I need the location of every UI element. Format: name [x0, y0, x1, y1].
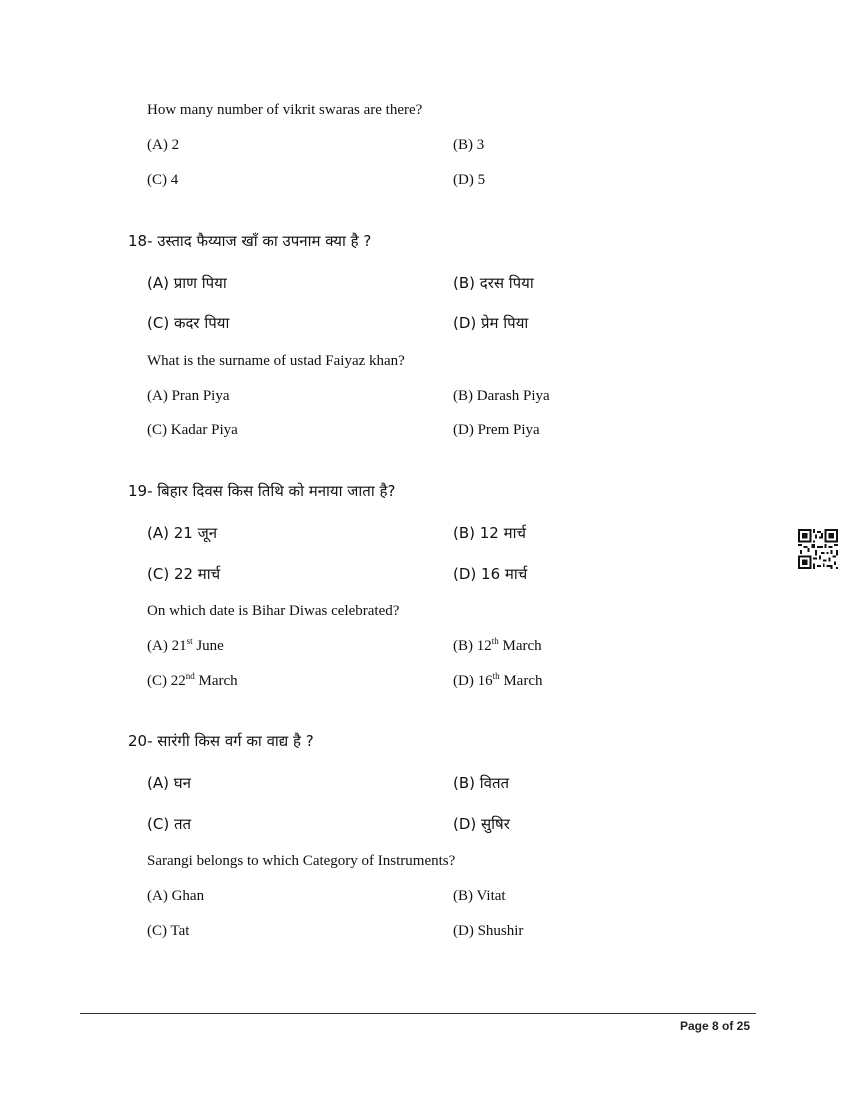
q20-option-c: (C) Tat — [147, 923, 190, 939]
q20-option-a: (A) Ghan — [147, 888, 205, 904]
q19-option-d: (D) 16th March — [453, 671, 543, 689]
q19-option-a: (A) 21st June — [147, 636, 224, 654]
q18-option-d: (D) Prem Piya — [453, 422, 540, 438]
q19-hindi-option-b: (B) 12 मार्च — [453, 524, 526, 542]
q17-english-text: How many number of vikrit swaras are there? — [147, 102, 423, 118]
q17-option-b: (B) 3 — [453, 137, 485, 153]
footer-divider — [80, 1013, 756, 1014]
q19-hindi-option-d: (D) 16 मार्च — [453, 565, 528, 583]
q20-hindi-option-b: (B) वितत — [453, 774, 510, 792]
q19-english-question: On which date is Bihar Diwas celebrated? — [147, 603, 400, 619]
q19-hindi-option-c: (C) 22 मार्च — [147, 565, 221, 583]
qr-code-icon — [798, 529, 838, 569]
q19-option-b: (B) 12th March — [453, 636, 542, 654]
q18-option-a: (A) Pran Piya — [147, 388, 230, 404]
q18-english-question: What is the surname of ustad Faiyaz khan? — [147, 353, 405, 369]
q19-option-c: (C) 22nd March — [147, 671, 238, 689]
q20-hindi-option-a: (A) घन — [147, 774, 191, 792]
q19-hindi-question: 19- बिहार दिवस किस तिथि को मनाया जाता है? — [128, 482, 396, 500]
q17-option-c: (C) 4 — [147, 172, 179, 188]
q20-hindi-question: 20- सारंगी किस वर्ग का वाद्य है ? — [128, 732, 314, 750]
q18-hindi-option-a: (A) प्राण पिया — [147, 274, 227, 292]
q20-hindi-option-c: (C) तत — [147, 815, 192, 833]
q18-hindi-option-b: (B) दरस पिया — [453, 274, 534, 292]
q18-hindi-option-d: (D) प्रेम पिया — [453, 314, 529, 332]
q19-hindi-option-a: (A) 21 जून — [147, 524, 218, 542]
q20-option-b: (B) Vitat — [453, 888, 506, 904]
q18-option-c: (C) Kadar Piya — [147, 422, 238, 438]
q18-option-b: (B) Darash Piya — [453, 388, 550, 404]
q20-option-d: (D) Shushir — [453, 923, 524, 939]
q17-option-a: (A) 2 — [147, 137, 180, 153]
q20-english-question: Sarangi belongs to which Category of Instruments? — [147, 853, 456, 869]
q17-option-d: (D) 5 — [453, 172, 486, 188]
page-number: Page 8 of 25 — [679, 1019, 750, 1033]
q18-hindi-option-c: (C) कदर पिया — [147, 314, 230, 332]
q18-hindi-question: 18- उस्ताद फैय्याज खाँ का उपनाम क्या है ? — [128, 232, 372, 250]
q20-hindi-option-d: (D) सुषिर — [453, 815, 510, 833]
